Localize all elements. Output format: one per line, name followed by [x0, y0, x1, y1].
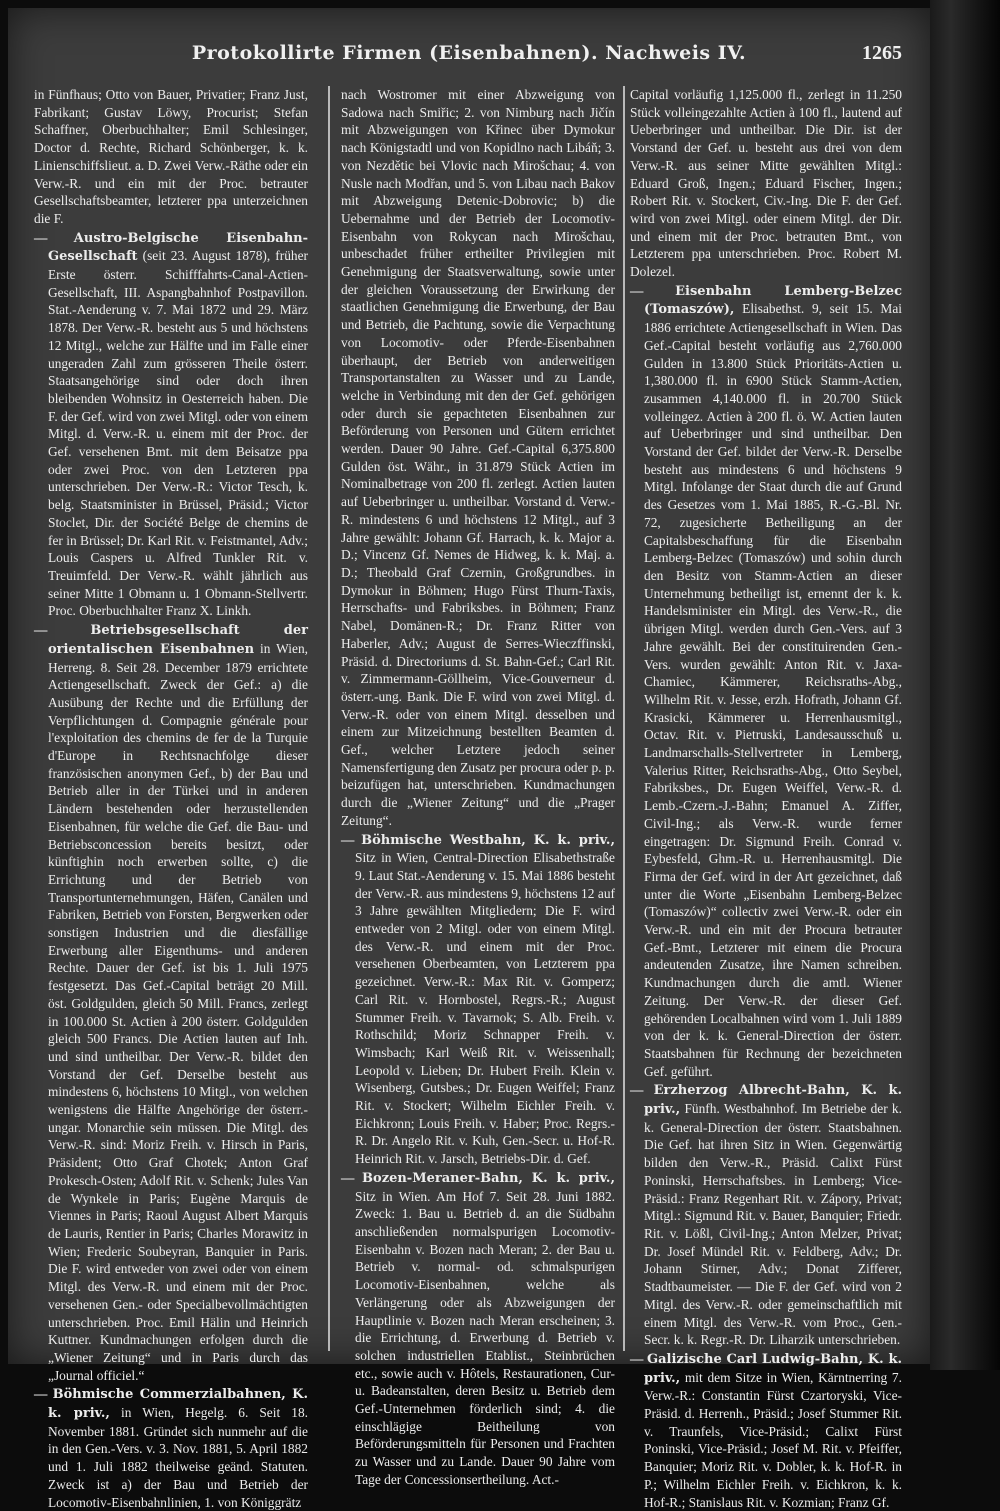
column-rule — [328, 86, 330, 1351]
firm-name: Galizische Carl Ludwig-Bahn, K. k. priv., — [644, 1351, 902, 1386]
firm-entry: — Eisenbahn Lemberg-Belzec (Tomaszów), Elisabethst. 9, seit 15. Mai 1886 errichtete Actiengesellschaft in Wien. Das Gef.-Capital besteht vorläufig aus 2,760.000 Gulden in 13.800 Stück Prioritäts-Actien u. 1,380.000 fl. in 6900 Stück Stamm-Actien, zusammen 4,140.000 fl. in 20.700 Stück volleingez. Actien à 200 fl. ö. W. Actien lauten auf Ueberbringer und sind untheilbar. Den Vorstand der Gef. bildet der Verw.-R. Derselbe besteht aus mindestens 6 und höchstens 9 Mitgl. Infolange der Staat durch die auf Grund des Gesetzes vom 1. Mai 1885, R.-G.-Bl. Nr. 72, zugesicherte Betheiligung an der Capitalsbeschaffung für die Eisenbahn Lemberg-Belzec (Tomaszów) und sohin durch den Besitz von Stamm-Actien an dieser Unternehmung betheiligt ist, ernennt der k. k. Handelsminister ein Mitgl. des Verw.-R., die übrigen Mitgl. werden durch Gen.-Vers. auf 3 Jahre gewählt. Bei der constituirenden Gen.-Vers. wurden gewählt: Anton Rit. v. Jaxa-Chamiec, Kämmerer, Reichsraths-Abg., Wilhelm Rit. v. Jesse, erzh. Hofrath, Johann Gf. Krasicki, Kämmerer u. Herrenhausmitgl., Octav. Rit. v. Pietruski, Landesausschuß u. Landmarschalls-Stellvertreter in Lemberg, Valerius Ritter, Reichsraths-Abg., Otto Seybel, Fabriksbes., Dr. Eugen Weiffel, Verw.-R. d. Lemb.-Czern.-J.-Bahn; Emanuel A. Ziffer, Civil-Ing.; als Verw.-R. wurde ferner eingetragen: Dr. Sigmund Freih. Conrad v. Eybesfeld, Ghm.-R. u. Herrenhausmitgl. Die Firma der Gef. wird in der Art gezeichnet, daß unter die Worte „Eisenbahn Lemberg-Belzec (Tomaszów)“ collectiv zwei Verw.-R. oder ein Verw.-R. und ein mit der Procura betrauter Gef.-Bmt., Letzterer mit einem die Procura andeutenden Zusatze, ihre Namen schreiben. Kundmachungen durch die amtl. Wiener Zeitung. Der Verw.-R. der dieser Gef. gehörenden Localbahnen wird vom 1. Juli 1889 von der k. k. General-Direction der österr. Staatsbahnen für Rechnung der bezeichneten Gef. geführt. — [630, 282, 902, 1079]
firm-name: Böhmische Westbahn, K. k. priv., — [361, 832, 615, 848]
text-column-1 — [34, 86, 309, 1510]
firm-name: Eisenbahn Lemberg-Belzec (Tomaszów), — [644, 283, 902, 318]
entry-continuation — [341, 86, 615, 830]
firm-name: Erzherzog Albrecht-Bahn, K. k. priv., — [644, 1083, 902, 1118]
firm-entry: — Galizische Carl Ludwig-Bahn, K. k. priv., mit dem Sitze in Wien, Kärntnerring 7. Verw.-R.: Constantin Fürst Czartoryski, Vice-Präsid. d. Herrenh., Präsid.; Josef Stummer Rit. v. Traunfels, Vice-Präsid.; Calixt Fürst Poninski, Vice-Präsid.; Josef M. Rit. v. Pfeiffer, Banquier; Moriz Rit. v. Dobler, k. k. Hof-R. in P.; Wilhelm Eichler Freih. v. Eichkron, k. k. Hof-R.; Stanislaus Rit. v. Kozmian; Franz Gf. — [630, 1350, 902, 1510]
text-column-2 — [341, 86, 615, 1487]
entry-text: mit dem Sitze in Wien, Kärntnerring 7. Verw.-R.: Constantin Fürst Czartoryski, Vice-Präsid. d. Herrenh., Präsid.; Josef Stummer Rit. v. Traunfels, Vice-Präsid.; Calixt Fürst Poninski, Vice-Präsid.; Josef M. Rit. v. Pfeiffer, Banquier; Moriz Rit. v. Dobler, k. k. Hof-R. in P.; Wilhelm Eichler Freih. v. Eichkron, k. k. Hof-R.; Stanislaus Rit. v. Kozmian; Franz Gf. — [644, 1369, 902, 1510]
entry-text: in Wien, Herreng. 8. Seit 28. December 1879 errichtete Actiengesellschaft. Zweck der Gef.: a) die Ausübung der Rechte und die Erfüllung der Verpflichtungen d. Compagnie générale pour l'exploitation des chemins de fer de la Turquie d'Europe in Rechtsnachfolge dieser französischen anonymen Gef., b) der Bau und Betrieb aller in der Türkei und in anderen Ländern bestehenden oder herzustellenden Eisenbahnen, für welche die Gef. die Bau- und Betriebsconcession bereits besitzt, oder künftighin noch erwerben sollte, c) die Errichtung und der Betrieb von Transportunternehmungen, Häfen, Canälen und Fabriken, Betrieb von Forsten, Bergwerken oder sonstigen Industrien und die diesfällige Erwerbung aller Eigenthums- und anderen Rechte. Dauer der Gef. ist bis 1. Juli 1975 festgesetzt. Das Gef.-Capital beträgt 20 Mill. öst. Goldgulden, gleich 50 Mill. Francs, zerlegt in 100.000 St. Actien à 200 österr. Goldgulden gleich 500 Francs. Die Actien lauten auf Inh. und sind untheilbar. Der Verw.-R. bildet den Vorstand der Gef. Derselbe besteht aus mindestens 6, höchstens 10 Mitgl., von welchen wenigstens die Hälfte Angehörige der österr.-ungar. Monarchie sein müssen. Die Mitgl. des Verw.-R. sind: Moriz Freih. v. Hirsch in Paris, Präsident; Otto Graf Chotek; Anton Graf Prokesch-Osten; Adolf Rit. v. Schenk; Jules Van de Wynkele in Paris; Eugène Marquis de Viennes in Paris; Raoul August Albert Marquis de Lauris, Rentier in Paris; Charles Morawitz in Wien; Frederic Soubeyran, Banquier in Paris. Die F. wird entweder von zwei oder von einem Mitgl. des Verw.-R. und einem mit der Proc. versehenen Gen.- oder Specialbevollmächtigten unterschrieben. Proc. Emil Hälin und Heinrich Kuttner. Kundmachungen erfolgen durch die „Wiener Zeitung“ und in Paris durch das „Journal officiel.“ — [48, 640, 308, 1383]
column-rule — [623, 86, 625, 1351]
entry-text: Elisabethst. 9, seit 15. Mai 1886 errichtete Actiengesellschaft in Wien. Das Gef.-Capital besteht vorläufig aus 2,760.000 Gulden in 13.800 Stück Prioritäts-Actien u. 1,380.000 fl. in 6900 Stück Stamm-Actien, zusammen 4,140.000 fl. in 20.700 Stück volleingez. Actien à 200 fl. ö. W. Actien lauten auf Ueberbringer und sind untheilbar. Den Vorstand der Gef. bildet der Verw.-R. Derselbe besteht aus mindestens 6 und höchstens 9 Mitgl. Infolange der Staat durch die auf Grund des Gesetzes vom 1. Mai 1885, R.-G.-Bl. Nr. 72, zugesicherte Betheiligung an der Capitalsbeschaffung für die Eisenbahn Lemberg-Belzec (Tomaszów) und sohin durch den Besitz von Stamm-Actien an dieser Unternehmung betheiligt ist, ernennt der k. k. Handelsminister ein Mitgl. des Verw.-R., die übrigen Mitgl. werden durch Gen.-Vers. auf 3 Jahre gewählt. Bei der constituirenden Gen.-Vers. wurden gewählt: Anton Rit. v. Jaxa-Chamiec, Kämmerer, Reichsraths-Abg., Wilhelm Rit. v. Jesse, erzh. Hofrath, Johann Gf. Krasicki, Kämmerer u. Herrenhausmitgl., Octav. Rit. v. Pietruski, Landesausschuß u. Landmarschalls-Stellvertreter in Lemberg, Valerius Ritter, Reichsraths-Abg., Otto Seybel, Fabriksbes., Dr. Eugen Weiffel, Verw.-R. d. Lemb.-Czern.-J.-Bahn; Emanuel A. Ziffer, Civil-Ing.; als Verw.-R. wurde ferner eingetragen: Dr. Sigmund Freih. Conrad v. Eybesfeld, Ghm.-R. u. Herrenhausmitgl. Die Firma der Gef. wird in der Art gezeichnet, daß unter die Worte „Eisenbahn Lemberg-Belzec (Tomaszów)“ collectiv zwei Verw.-R. oder ein Verw.-R. und ein mit der Procura betrauter Gef.-Bmt., Letzterer mit einem die Procura andeutenden Zusatze, ihre Namen schreiben. Kundmachungen durch die amtl. Wiener Zeitung. Der Verw.-R. der dieser Gef. gehörenden Localbahnen wird vom 1. Juli 1889 von der k. k. General-Direction der österr. Staatsbahnen für Rechnung der bezeichneten Gef. geführt. — [644, 301, 902, 1079]
firm-name: Böhmische Commerzialbahnen, K. k. priv., — [48, 1387, 308, 1422]
entry-continuation — [34, 86, 308, 228]
firm-entry: — Austro-Belgische Eisenbahn-Gesellschaft (seit 23. August 1878), früher Erste österr. Schifffahrts-Canal-Actien-Gesellschaft, III. Aspangbahnhof Postpavillon. Stat.-Aenderung v. 7. Mai 1872 und 29. März 1878. Der Verw.-R. besteht aus 5 und höchstens 12 Mitgl., welche zur Hälfte und im Falle einer ungeraden Zahl zum grösseren Theile österr. Staatsangehörige sind oder doch ihren bleibenden Wohnsitz in Oesterreich haben. Die F. der Gef. wird von zwei Mitgl. oder von einem Mitgl. d. Verw.-R. u. einem mit der Proc. der Gef. versehenen Bmt. mit dem Beisatze ppa oder zwei Proc. von den Letzteren ppa unterschrieben. Der Verw.-R.: Victor Tesch, k. belg. Staatsminister in Brüssel, Präsid.; Victor Stoclet, Dir. der Société Belge de chemins de fer in Brüssel; Dr. Karl Rit. v. Feistmantel, Adv.; Louis Caspers u. Alfred Tunkler Rit. v. Treuimfeld. Der Verw.-R. wählt jährlich aus seiner Mitte 1 Obmann u. 1 Obmann-Stellvertr. Proc. Oberbuchhalter Franz X. Linkh. — [34, 229, 308, 619]
book-spine — [930, 0, 1000, 1370]
firm-name: Bozen-Meraner-Bahn, K. k. priv., — [362, 1170, 615, 1186]
entry-text: nach Wostromer mit einer Abzweigung von Sadowa nach Smiřic; 2. von Nimburg nach Jičín mit Abzweigungen von Křinec über Dymokur nach Königstadtl und von Kopidlno nach Libáň; 3. von Nezdětic bei Vlovic nach Mirošchau; 4. von Nusle nach Modřan, und 5. von Libau nach Bakov mit Abzweigung Detenic-Dobrovic; b) die Uebernahme und der Betrieb der Locomotiv-Eisenbahn von Rokycan nach Mirošchau, unbeschadet früher ertheilter Privilegien mit Genehmigung der Staatsverwaltung, sowie unter der gleichen Voraussetzung der Erwirkung der staatlichen Genehmigung die Erwerbung, der Bau und Betrieb, die Pachtung, sowie die Verpachtung von Locomotiv- oder Pferde-Eisenbahnen überhaupt, der Betrieb von anderweitigen Transportanstalten zu Wasser und zu Lande, welche in Verbindung mit den der Gef. gehörigen oder durch sie gepachteten Eisenbahnen zur Beförderung von Personen und Gütern errichtet werden. Dauer 90 Jahre. Gef.-Capital 6,375.800 Gulden öst. Währ., in 31.879 Stück Actien im Nominalbetrage von 200 fl. zerlegt. Actien lauten auf Ueberbringer u. untheilbar. Vorstand d. Verw.-R. mindestens 6 und höchstens 12 Mitgl., auf 3 Jahre gewählt: Johann Gf. Harrach, k. k. Major a. D.; Vincenz Gf. Nemes de Hidweg, k. k. Maj. a. D.; Theobald Graf Czernin, Großgrundbes. in Dymokur in Böhmen; Hugo Fürst Thurn-Taxis, Herrschafts- und Fabriksbes. in Böhmen; Franz Nabel, Domänen-R.; Dr. Franz Ritter von Haberler, Adv.; August de Serres-Wieczffinski, Präsid. d. Directoriums d. St. Bahn-Gef.; Carl Rit. v. Zimmermann-Göllheim, Vice-Gouverneur d. österr.-ung. Bank. Die F. wird von zwei Mitgl. d. Verw.-R. oder von einem Mitgl. desselben und einem zur Mitzeichnung bestellten Beamten d. Gef., welcher Letztere jedoch seiner Namensfertigung den Zusatz per procura oder p. p. beizufügen hat, unterschrieben. Kundmachungen durch die „Wiener Zeitung“ und die „Prager Zeitung“. — [341, 87, 615, 828]
entry-text: in Wien, Hegelg. 6. Seit 18. November 1881. Gründet sich nunmehr auf die in den Gen.-Vers. v. 3. Nov. 1881, 5. April 1882 und 1. Juli 1882 theilweise geänd. Statuten. Zweck ist a) der Bau und Betrieb der Locomotiv-Eisenbahnlinien, 1. von Königgrätz — [48, 1405, 309, 1510]
entry-text: Fünfh. Westbahnhof. Im Betriebe der k. k. General-Direction der österr. Staatsbahnen. Die Gef. hat ihren Sitz in Wien. Gegenwärtig bilden den Verw.-R., Präsid. Calixt Fürst Poninski, Herrschaftsbes. in Lemberg; Vice-Präsid.: Franz Regenhart Rit. v. Zápory, Privat; Mitgl.: Sigmund Rit. v. Bauer, Banquier; Friedr. Rit. v. Lößl, Civil-Ing.; Anton Melzer, Privat; Dr. Josef Mündel Rit. v. Feldberg, Adv.; Dr. Johann Stirner, Adv.; Donat Zifferer, Stadtbaumeister. — Die F. der Gef. wird von 2 Mitgl. des Verw.-R. oder gemeinschaftlich mit einem Mitgl. des Verw.-R. vom Proc., Gen.-Secr. k. k. Regr.-R. Dr. Liharzik unterschrieben. — [644, 1101, 902, 1348]
page-header — [8, 42, 930, 82]
firm-entry: — Bozen-Meraner-Bahn, K. k. priv., Sitz in Wien. Am Hof 7. Seit 28. Juni 1882. Zweck: 1. Bau u. Betrieb d. an die Südbahn anschließenden normalspurigen Locomotiv-Eisenbahn v. Bozen nach Meran; 2. der Bau u. Betrieb v. normal- od. schmalspurigen Locomotiv-Eisenbahnen, welche als Verlängerung oder als Abzweigungen der Hauptlinie v. Bozen nach Meran erscheinen; 3. die Errichtung, d. Erwerbung d. Betrieb v. solchen industriellen Etablist., Steinbrüchen etc., sowie auch v. Hôtels, Restaurationen, Cur- u. Badeanstalten, deren Besitz u. Betrieb dem Gef.-Unternehmen förderlich sind; 4. die einschlägige Beitheilung von Beförderungsmitteln für Personen und Frachten zu Wasser und zu Lande. Dauer 90 Jahre vom Tage der Concessionsertheilung. Act.- — [341, 1169, 615, 1487]
entry-continuation — [630, 86, 902, 281]
entry-text: in Fünfhaus; Otto von Bauer, Privatier; Franz Just, Fabrikant; Gustav Löwy, Procurist; Stefan Schaffner, Oberbuchhalter; Emil Schlesinger, Doctor d. Rechte, Richard Schönberger, k. k. Linienschiffslieut. a. D. Zwei Verw.-Räthe oder ein Verw.-R. und ein mit der Proc. betrauter Gesellschaftsbeamter, letzterer ppa unterzeichnen die F. — [34, 87, 308, 226]
entry-text: Capital vorläufig 1,125.000 fl., zerlegt in 11.250 Stück volleingezahlte Actien à 100 fl., lautend auf Ueberbringer und untheilbar. Die Dir. ist der Vorstand der Gef. u. besteht aus drei von dem Verw.-R. aus seiner Mitte gewählten Mitgl.: Eduard Groß, Ingen.; Eduard Fischer, Ingen.; Robert Rit. v. Stockert, Civ.-Ing. Die F. der Gef. wird von zwei Mitgl. oder einem Mitgl. der Dir. und einem mit der Proc. betrauten Bmt., von Letzterem ppa unterschrieben. Proc. Robert M. Dolezel. — [630, 87, 902, 280]
firm-entry: — Böhmische Westbahn, K. k. priv., Sitz in Wien, Central-Direction Elisabethstraße 9. Laut Stat.-Aenderung v. 15. Mai 1886 besteht der Verw.-R. aus mindestens 9, höchstens 12 auf 3 Jahre gewählten Mitgliedern; Die F. wird entweder von 2 Mitgl. oder von einem Mitgl. des Verw.-R. und einem mit der Proc. versehenen Oberbeamten, von Letzterem ppa gezeichnet. Verw.-R.: Max Rit. v. Gomperz; Carl Rit. v. Hornbostel, Regrs.-R.; August Stummer Freih. v. Tavarnok; S. Alb. Freih. v. Rothschild; Moriz Schnapper Freih. v. Wimsbach; Karl Weiß Rit. v. Weissenhall; Leopold v. Lieben; Dr. Hubert Freih. Klein v. Wisenberg, Gutsbes.; Dr. Eugen Weiffel; Franz Rit. v. Stockert; Wilhelm Eichler Freih. v. Eichkronn; Louis Freih. v. Haber; Proc. Regrs.-R. Dr. Angelo Rit. v. Kuh, Gen.-Secr. u. Hof-R. Heinrich Rit. v. Jarsch, Betriebs-Dir. d. Gef. — [341, 831, 615, 1167]
page-title: Protokollirte Firmen (Eisenbahnen). Nachweis IV. — [191, 42, 747, 64]
firm-name: Betriebsgesellschaft der orientalischen Eisenbahnen — [48, 623, 308, 657]
firm-entry: — Böhmische Commerzialbahnen, K. k. priv., in Wien, Hegelg. 6. Seit 18. November 1881. Gründet sich nunmehr auf die in den Gen.-Vers. v. 3. Nov. 1881, 5. April 1882 und 1. Juli 1882 theilweise geänd. Statuten. Zweck ist a) der Bau und Betrieb der Locomotiv-Eisenbahnlinien, 1. von Königgrätz — [34, 1386, 309, 1510]
entry-text: Sitz in Wien, Central-Direction Elisabethstraße 9. Laut Stat.-Aenderung v. 15. Mai 1886 besteht der Verw.-R. aus mindestens 9, höchstens 12 auf 3 Jahre gewählten Mitgliedern; Die F. wird entweder von 2 Mitgl. oder von einem Mitgl. des Verw.-R. und einem mit der Proc. versehenen Oberbeamten, von Letzterem ppa gezeichnet. Verw.-R.: Max Rit. v. Gomperz; Carl Rit. v. Hornbostel, Regrs.-R.; August Stummer Freih. v. Tavarnok; S. Alb. Freih. v. Rothschild; Moriz Schnapper Freih. v. Wimsbach; Karl Weiß Rit. v. Weissenhall; Leopold v. Lieben; Dr. Hubert Freih. Klein v. Wisenberg, Gutsbes.; Dr. Eugen Weiffel; Franz Rit. v. Stockert; Wilhelm Eichler Freih. v. Eichkronn; Louis Freih. v. Haber; Proc. Regrs.-R. Dr. Angelo Rit. v. Kuh, Gen.-Secr. u. Hof-R. Heinrich Rit. v. Jarsch, Betriebs-Dir. d. Gef. — [355, 850, 615, 1167]
firm-entry: — Erzherzog Albrecht-Bahn, K. k. priv., Fünfh. Westbahnhof. Im Betriebe der k. k. General-Direction der österr. Staatsbahnen. Die Gef. hat ihren Sitz in Wien. Gegenwärtig bilden den Verw.-R., Präsid. Calixt Fürst Poninski, Herrschaftsbes. in Lemberg; Vice-Präsid.: Franz Regenhart Rit. v. Zápory, Privat; Mitgl.: Sigmund Rit. v. Bauer, Banquier; Friedr. Rit. v. Lößl, Civil-Ing.; Anton Melzer, Privat; Dr. Josef Mündel Rit. v. Feldberg, Adv.; Dr. Johann Stirner, Adv.; Donat Zifferer, Stadtbaumeister. — Die F. der Gef. wird von 2 Mitgl. des Verw.-R. oder gemeinschaftlich mit einem Mitgl. des Verw.-R. vom Proc., Gen.-Secr. k. k. Regr.-R. Dr. Liharzik unterschrieben. — [630, 1082, 902, 1348]
page-number: 1265 — [862, 42, 902, 64]
book-page — [8, 8, 930, 1510]
firm-name: Austro-Belgische Eisenbahn-Gesellschaft — [48, 230, 308, 265]
firm-entry: — Betriebsgesellschaft der orientalischen Eisenbahnen in Wien, Herreng. 8. Seit 28. December 1879 errichtete Actiengesellschaft. Zweck der Gef.: a) die Ausübung der Rechte und die Erfüllung der Verpflichtungen d. Compagnie générale pour l'exploitation des chemins de fer de la Turquie d'Europe in Rechtsnachfolge dieser französischen anonymen Gef., b) der Bau und Betrieb aller in der Türkei und in anderen Ländern bestehenden oder herzustellenden Eisenbahnen, für welche die Gef. die Bau- und Betriebsconcession bereits besitzt, oder künftighin noch erwerben sollte, c) die Errichtung und der Betrieb von Transportunternehmungen, Häfen, Canälen und Fabriken, Betrieb von Forsten, Bergwerken oder sonstigen Industrien und die diesfällige Erwerbung aller Eigenthums- und anderen Rechte. Dauer der Gef. ist bis 1. Juli 1975 festgesetzt. Das Gef.-Capital beträgt 20 Mill. öst. Goldgulden, gleich 50 Mill. Francs, zerlegt in 100.000 St. Actien à 200 österr. Goldgulden gleich 500 Francs. Die Actien lauten auf Inh. und sind untheilbar. Der Verw.-R. bildet den Vorstand der Gef. Derselbe besteht aus mindestens 6, höchstens 10 Mitgl., von welchen wenigstens die Hälfte Angehörige der österr.-ungar. Monarchie sein müssen. Die Mitgl. des Verw.-R. sind: Moriz Freih. v. Hirsch in Paris, Präsident; Otto Graf Chotek; Anton Graf Prokesch-Osten; Adolf Rit. v. Schenk; Jules Van de Wynkele in Paris; Eugène Marquis de Viennes in Paris; Raoul August Albert Marquis de Lauris, Rentier in Paris; Charles Morawitz in Wien; Frederic Soubeyran, Banquier in Paris. Die F. wird entweder von zwei oder von einem Mitgl. des Verw.-R. und einem mit der Proc. versehenen Gen.- oder Specialbevollmächtigten unterschrieben. Proc. Emil Hälin und Heinrich Kuttner. Kundmachungen erfolgen durch die „Wiener Zeitung“ und in Paris durch das „Journal officiel.“ — [34, 622, 308, 1383]
entry-text: (seit 23. August 1878), früher Erste österr. Schifffahrts-Canal-Actien-Gesellschaft, III. Aspangbahnhof Postpavillon. Stat.-Aenderung v. 7. Mai 1872 und 29. März 1878. Der Verw.-R. besteht aus 5 und höchstens 12 Mitgl., welche zur Hälfte und im Falle einer ungeraden Zahl zum grösseren Theile österr. Staatsangehörige sind oder doch ihren bleibenden Wohnsitz in Oesterreich haben. Die F. der Gef. wird von zwei Mitgl. oder von einem Mitgl. d. Verw.-R. u. einem mit der Proc. der Gef. versehenen Bmt. mit dem Beisatze ppa oder zwei Proc. von den Letzteren ppa unterschrieben. Der Verw.-R.: Victor Tesch, k. belg. Staatsminister in Brüssel, Präsid.; Victor Stoclet, Dir. der Société Belge de chemins de fer in Brüssel; Dr. Karl Rit. v. Feistmantel, Adv.; Louis Caspers u. Alfred Tunkler Rit. v. Treuimfeld. Der Verw.-R. wählt jährlich aus seiner Mitte 1 Obmann u. 1 Obmann-Stellvertr. Proc. Oberbuchhalter Franz X. Linkh. — [48, 248, 308, 619]
text-column-3 — [630, 86, 902, 1510]
entry-text: Sitz in Wien. Am Hof 7. Seit 28. Juni 1882. Zweck: 1. Bau u. Betrieb d. an die Südbahn anschließenden normalspurigen Locomotiv-Eisenbahn v. Bozen nach Meran; 2. der Bau u. Betrieb v. normal- od. schmalspurigen Locomotiv-Eisenbahnen, welche als Verlängerung oder als Abzweigungen der Hauptlinie v. Bozen nach Meran erscheinen; 3. die Errichtung, d. Erwerbung d. Betrieb v. solchen industriellen Etablist., Steinbrüchen etc., sowie auch v. Hôtels, Restaurationen, Cur- u. Badeanstalten, deren Besitz u. Betrieb dem Gef.-Unternehmen förderlich sind; 4. die einschlägige Beitheilung von Beförderungsmitteln für Personen und Frachten zu Wasser und zu Lande. Dauer 90 Jahre vom Tage der Concessionsertheilung. Act.- — [355, 1188, 615, 1487]
